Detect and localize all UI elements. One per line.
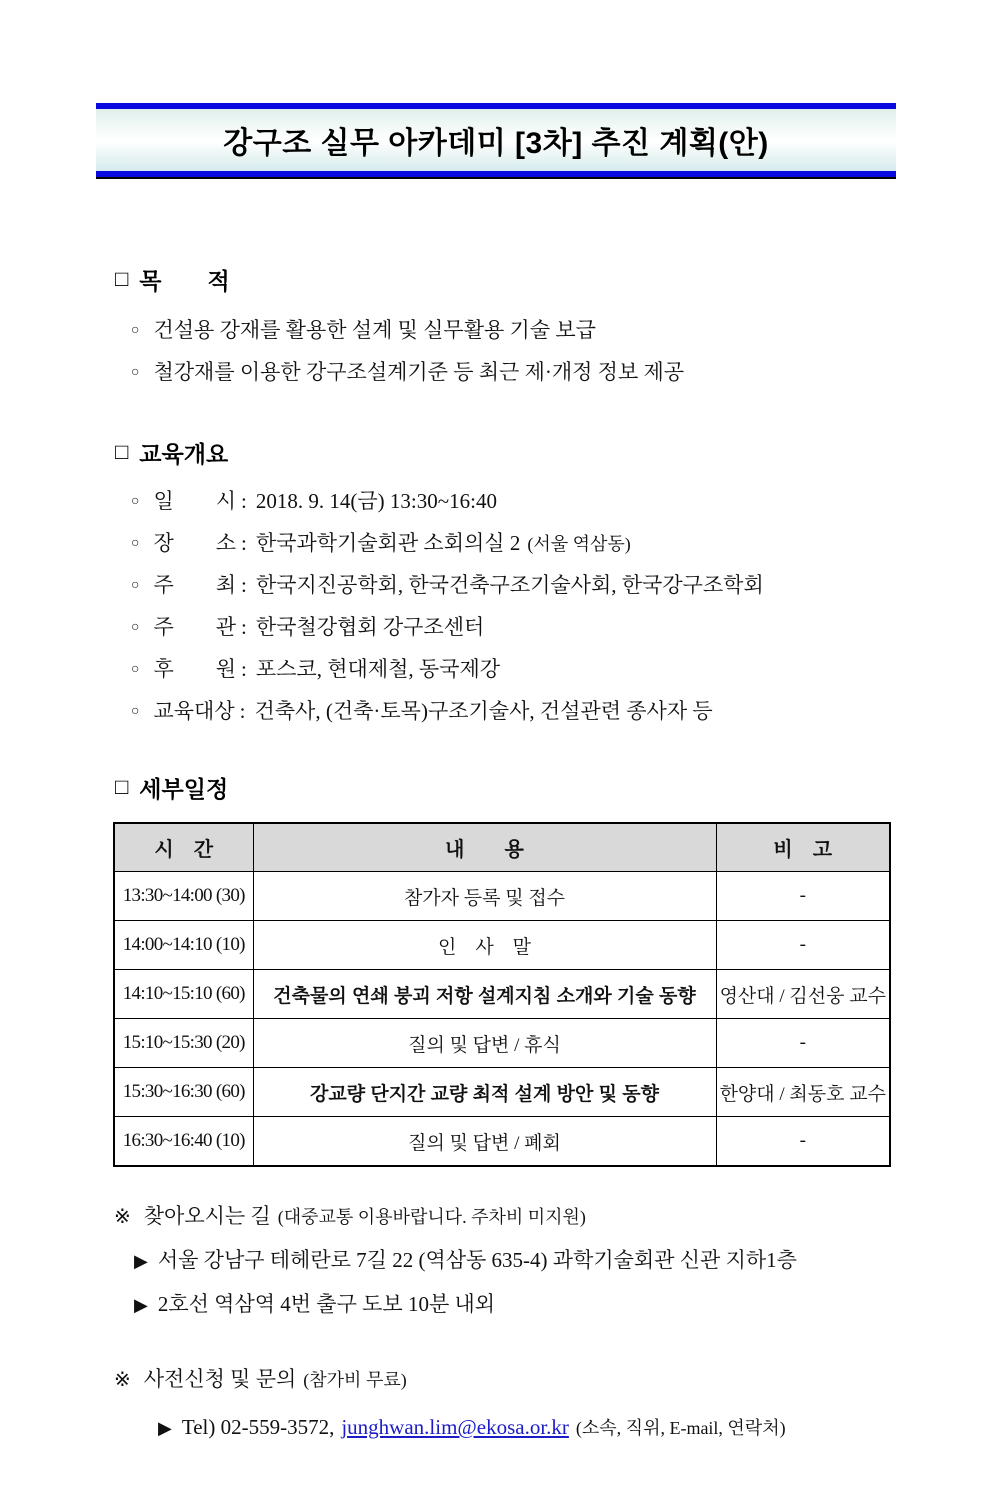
schedule-content: 인 사 말 xyxy=(253,921,716,970)
schedule-heading xyxy=(115,771,992,804)
schedule-note: 영산대 / 김선웅 교수 xyxy=(716,970,890,1019)
schedule-table xyxy=(113,822,891,1167)
table-header-row xyxy=(114,823,890,872)
purpose-heading xyxy=(115,263,992,296)
directions-item-subway xyxy=(134,1289,992,1320)
document-page xyxy=(0,103,992,1443)
schedule-note: - xyxy=(716,1019,890,1068)
schedule-content: 질의 및 답변 / 폐회 xyxy=(253,1117,716,1167)
section-purpose xyxy=(0,263,992,390)
table-row xyxy=(114,1068,890,1117)
schedule-time: 13:30~14:00 (30) xyxy=(114,872,253,921)
overview-item-label: 장 소 xyxy=(153,531,237,555)
schedule-note: - xyxy=(716,921,890,970)
column-header-content: 내 용 xyxy=(253,823,716,872)
contact-email-note: (소속, 직위, E-mail, 연락처) xyxy=(575,1418,786,1438)
section-contact xyxy=(0,1364,992,1443)
overview-item-label: 주 최 xyxy=(153,573,237,597)
schedule-time: 14:00~14:10 (10) xyxy=(114,921,253,970)
purpose-bullet xyxy=(131,316,992,348)
overview-item-label: 후 원 xyxy=(153,657,237,681)
schedule-note: - xyxy=(716,1117,890,1167)
overview-item-label: 일 시 xyxy=(153,489,237,513)
overview-item-datetime xyxy=(131,487,992,519)
label-colon: : xyxy=(241,615,247,639)
contact-heading xyxy=(114,1364,992,1395)
arrow-bullet-icon: ▶ xyxy=(158,1418,172,1438)
reference-mark-icon: ※ xyxy=(114,1206,131,1228)
table-row xyxy=(114,1019,890,1068)
schedule-content: 질의 및 답변 / 휴식 xyxy=(253,1019,716,1068)
overview-item-venue xyxy=(131,529,992,561)
overview-item-note: (서울 역삼동) xyxy=(527,534,631,554)
overview-item-value: 한국철강협회 강구조센터 xyxy=(255,615,485,639)
overview-heading xyxy=(115,436,992,469)
contact-heading-label: 사전신청 및 문의 xyxy=(143,1367,297,1391)
purpose-bullet-text: 철강재를 이용한 강구조설계기준 등 최근 제·개정 정보 제공 xyxy=(153,360,685,384)
overview-item-value: 2018. 9. 14(금) 13:30~16:40 xyxy=(255,489,497,513)
section-overview xyxy=(0,436,992,729)
label-colon: : xyxy=(241,657,247,681)
label-colon: : xyxy=(239,699,246,723)
table-row xyxy=(114,921,890,970)
table-row xyxy=(114,872,890,921)
square-box-icon: □ xyxy=(115,265,129,291)
purpose-bullet-text: 건설용 강재를 활용한 설계 및 실무활용 기술 보급 xyxy=(153,318,596,342)
overview-item-audience xyxy=(131,697,992,729)
circle-bullet-icon: ○ xyxy=(131,323,140,338)
schedule-time: 16:30~16:40 (10) xyxy=(114,1117,253,1167)
schedule-content: 참가자 등록 및 접수 xyxy=(253,872,716,921)
directions-heading xyxy=(114,1201,992,1232)
column-header-note: 비 고 xyxy=(716,823,890,872)
circle-bullet-icon: ○ xyxy=(131,494,140,509)
overview-heading-label: 교육개요 xyxy=(139,441,229,467)
page-title: 강구조 실무 아카데미 [3차] 추진 계획(안) xyxy=(223,127,769,160)
purpose-bullet xyxy=(131,358,992,390)
arrow-bullet-icon: ▶ xyxy=(134,1251,148,1271)
label-colon: : xyxy=(241,489,247,513)
overview-item-value: 포스코, 현대제철, 동국제강 xyxy=(255,657,501,681)
directions-item-text: 2호선 역삼역 4번 출구 도보 10분 내외 xyxy=(157,1292,496,1316)
title-banner xyxy=(96,103,896,177)
schedule-time: 15:30~16:30 (60) xyxy=(114,1068,253,1117)
overview-item-sponsor xyxy=(131,655,992,687)
directions-item-text: 서울 강남구 테헤란로 7길 22 (역삼동 635-4) 과학기술회관 신관 지하1층 xyxy=(157,1248,797,1272)
overview-item-host xyxy=(131,571,992,603)
arrow-bullet-icon: ▶ xyxy=(134,1295,148,1315)
contact-tel-label: Tel) 02-559-3572, xyxy=(181,1415,335,1439)
circle-bullet-icon: ○ xyxy=(131,578,140,593)
section-schedule xyxy=(0,771,992,1167)
schedule-note: - xyxy=(716,872,890,921)
overview-item-label: 교육대상 xyxy=(153,699,235,723)
overview-item-label: 주 관 xyxy=(153,615,237,639)
label-colon: : xyxy=(241,573,247,597)
label-colon: : xyxy=(241,531,247,555)
circle-bullet-icon: ○ xyxy=(131,704,140,719)
section-directions xyxy=(0,1201,992,1320)
table-row xyxy=(114,1117,890,1167)
circle-bullet-icon: ○ xyxy=(131,620,140,635)
circle-bullet-icon: ○ xyxy=(131,662,140,677)
table-row xyxy=(114,970,890,1019)
overview-item-value: 건축사, (건축·토목)구조기술사, 건설관련 종사자 등 xyxy=(254,699,713,723)
contact-heading-note: (참가비 무료) xyxy=(303,1370,407,1390)
reference-mark-icon: ※ xyxy=(114,1369,131,1391)
schedule-content: 건축물의 연쇄 붕괴 저항 설계지침 소개와 기술 동향 xyxy=(253,970,716,1019)
circle-bullet-icon: ○ xyxy=(131,365,140,380)
column-header-time: 시 간 xyxy=(114,823,253,872)
overview-item-value: 한국지진공학회, 한국건축구조기술사회, 한국강구조학회 xyxy=(255,573,764,597)
directions-heading-note: (대중교통 이용바랍니다. 주차비 미지원) xyxy=(277,1207,586,1227)
contact-tel-line xyxy=(158,1412,992,1443)
square-box-icon: □ xyxy=(115,773,129,799)
directions-item-address xyxy=(134,1245,992,1276)
schedule-content: 강교량 단지간 교량 최적 설계 방안 및 동향 xyxy=(253,1068,716,1117)
overview-item-organizer xyxy=(131,613,992,645)
circle-bullet-icon: ○ xyxy=(131,536,140,551)
contact-email-link[interactable]: junghwan.lim@ekosa.or.kr xyxy=(341,1415,569,1439)
schedule-time: 14:10~15:10 (60) xyxy=(114,970,253,1019)
directions-heading-label: 찾아오시는 길 xyxy=(143,1204,271,1228)
schedule-time: 15:10~15:30 (20) xyxy=(114,1019,253,1068)
overview-item-value: 한국과학기술회관 소회의실 2 xyxy=(255,531,521,555)
square-box-icon: □ xyxy=(115,438,129,464)
schedule-heading-label: 세부일정 xyxy=(139,776,229,802)
schedule-note: 한양대 / 최동호 교수 xyxy=(716,1068,890,1117)
purpose-heading-label: 목 적 xyxy=(139,268,230,294)
